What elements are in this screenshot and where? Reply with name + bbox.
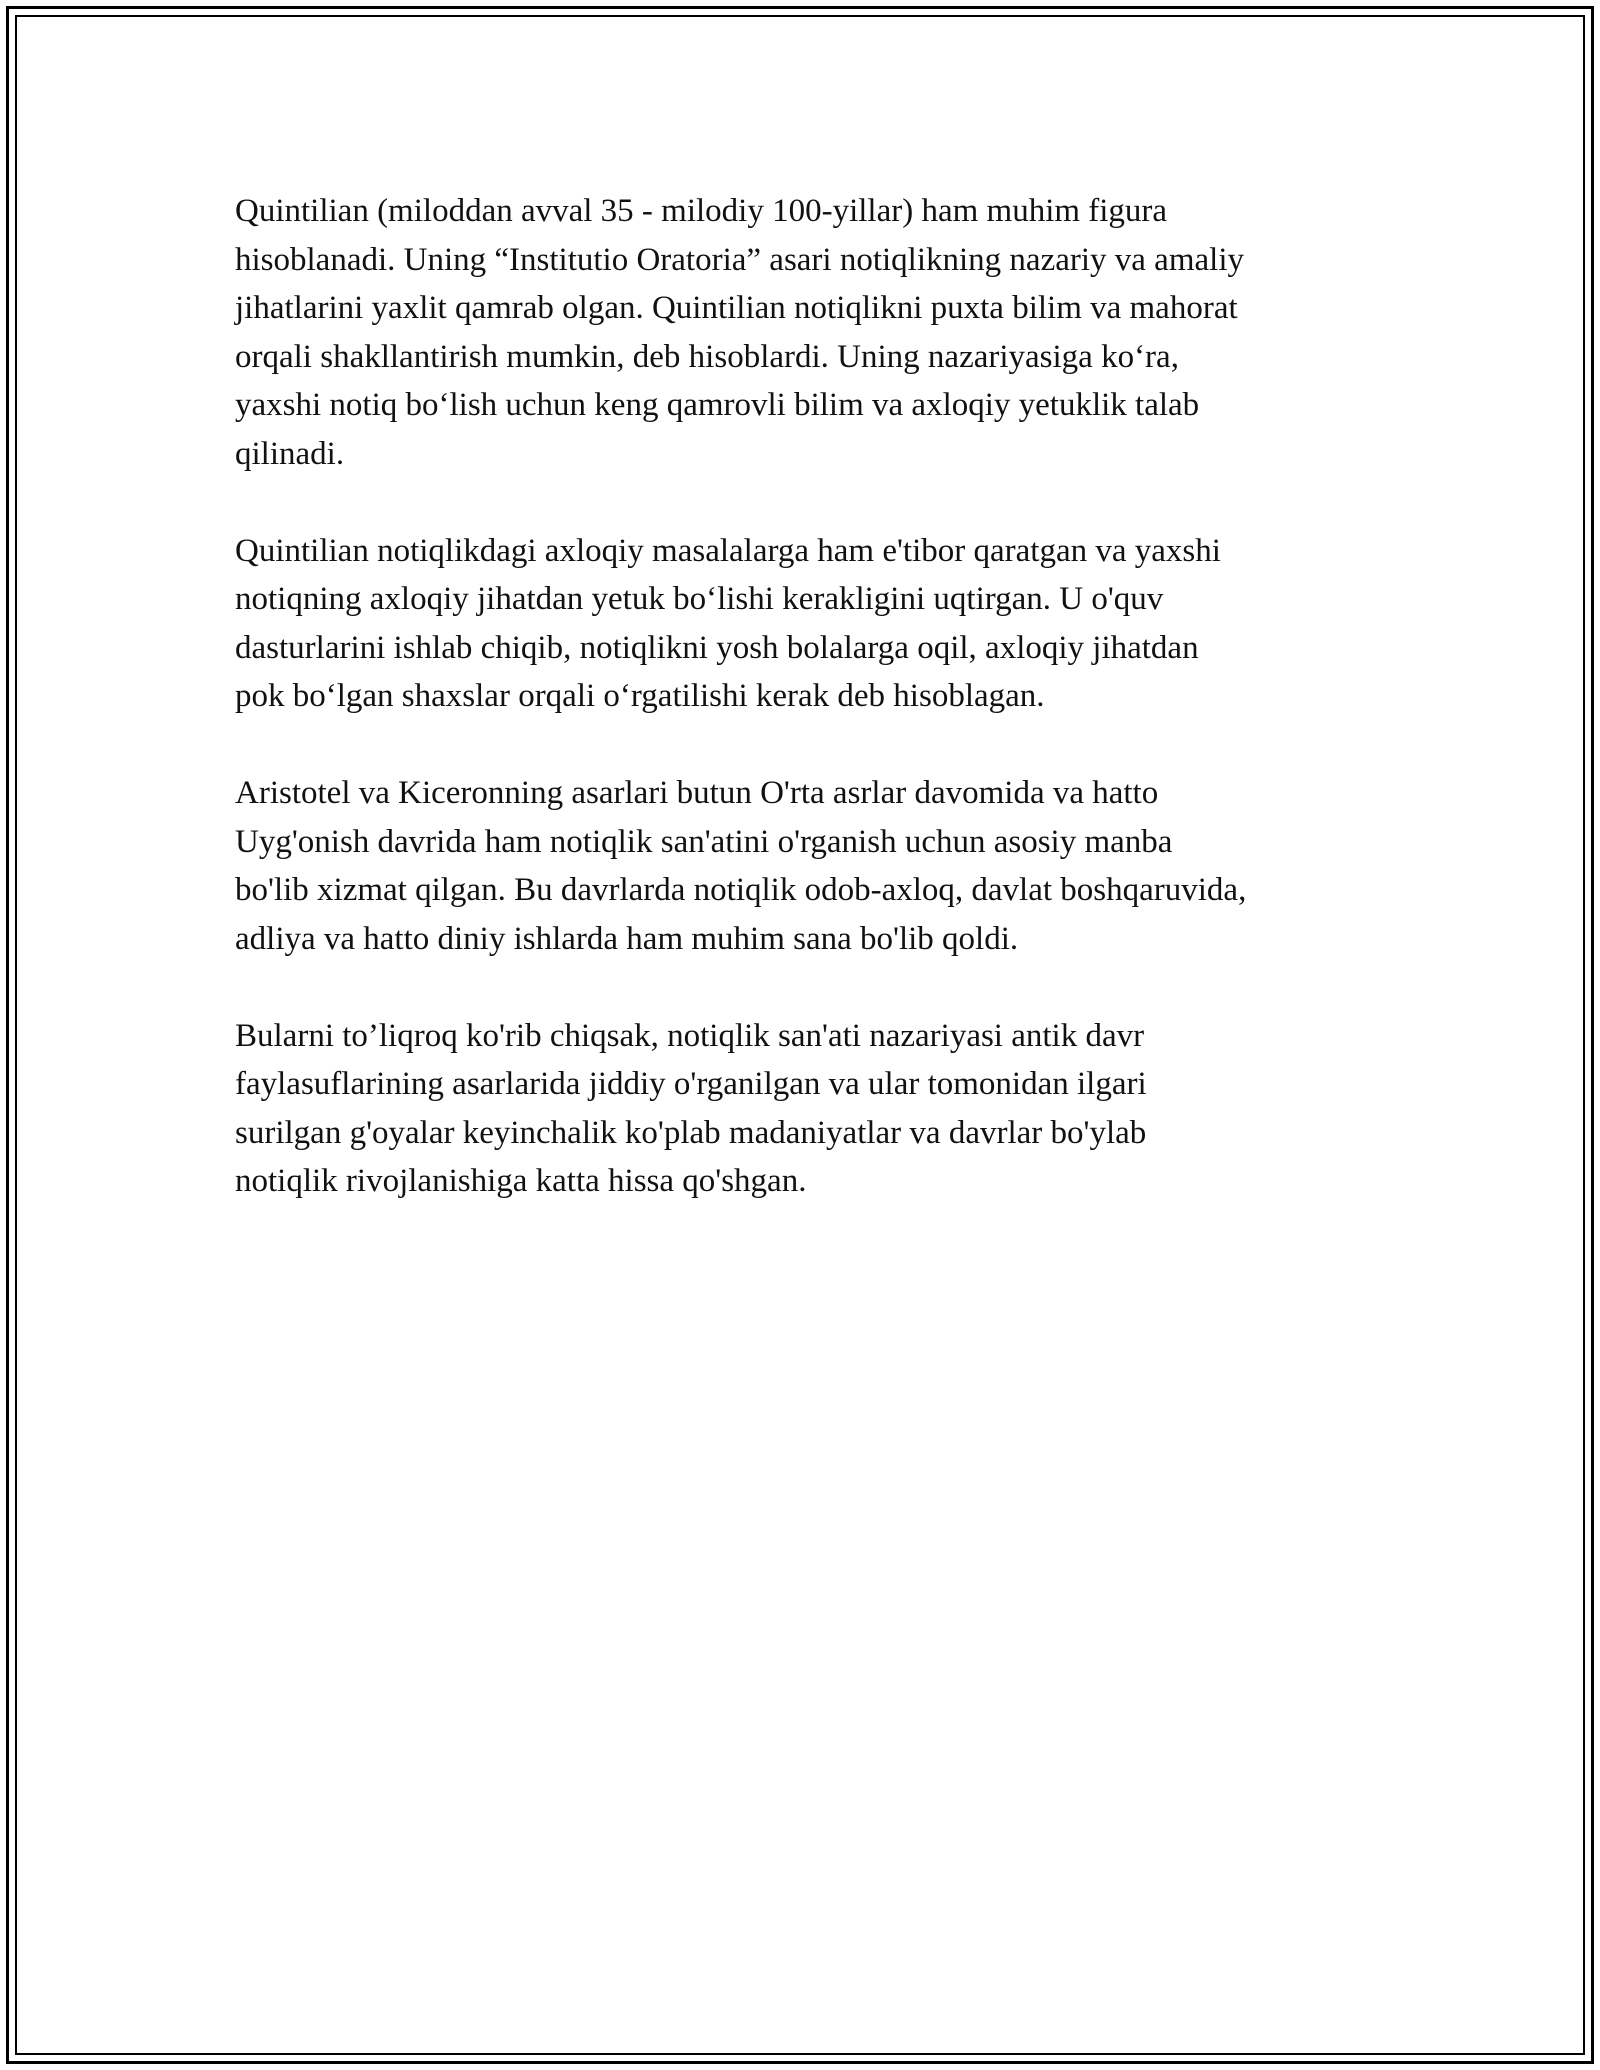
paragraph-quintilian-ethics: Quintilian notiqlikdagi axloqiy masalalarga ham e'tibor qaratgan va yaxshi notiqning axloqiy jihatdan yetuk bo‘lishi kerakligini uqtirgan. U o'quv dasturlarini ishlab chiqib, notiqlikni yosh bolalarga oqil, axloqiy jihatdan pok bo‘lgan shaxslar orqali o‘rgatilishi kerak deb hisoblagan.	[235, 532, 1221, 714]
document-body	[235, 187, 1365, 1254]
paragraph-conclusion: Bularni to’liqroq ko'rib chiqsak, notiqlik san'ati nazariyasi antik davr faylasuflarining asarlarida jiddiy o'rganilgan va ular tomonidan ilgari surilgan g'oyalar keyinchalik ko'plab madaniyatlar va davrlar bo'ylab notiqlik rivojlanishiga katta hissa qo'shgan.	[235, 1017, 1147, 1199]
paragraph-quintilian-intro: Quintilian (miloddan avval 35 - milodiy 100-yillar) ham muhim figura hisoblanadi. Uning “Institutio Oratoria” asari notiqlikning nazariy va amaliy jihatlarini yaxlit qamrab olgan. Quintilian notiqlikni puxta bilim va mahorat orqali shakllantirish mumkin, deb hisoblardi. Uning nazariyasiga ko‘ra, yaxshi notiq bo‘lish uchun keng qamrovli bilim va axloqiy yetuklik talab qilinadi.	[235, 193, 1244, 472]
paragraph-aristotle-cicero: Aristotel va Kiceronning asarlari butun O'rta asrlar davomida va hatto Uyg'onish davrida ham notiqlik san'atini o'rganish uchun asosiy manba bo'lib xizmat qilgan. Bu davrlarda notiqlik odob-axloq, davlat boshqaruvida, adliya va hatto diniy ishlarda ham muhim sana bo'lib qoldi.	[235, 775, 1247, 957]
